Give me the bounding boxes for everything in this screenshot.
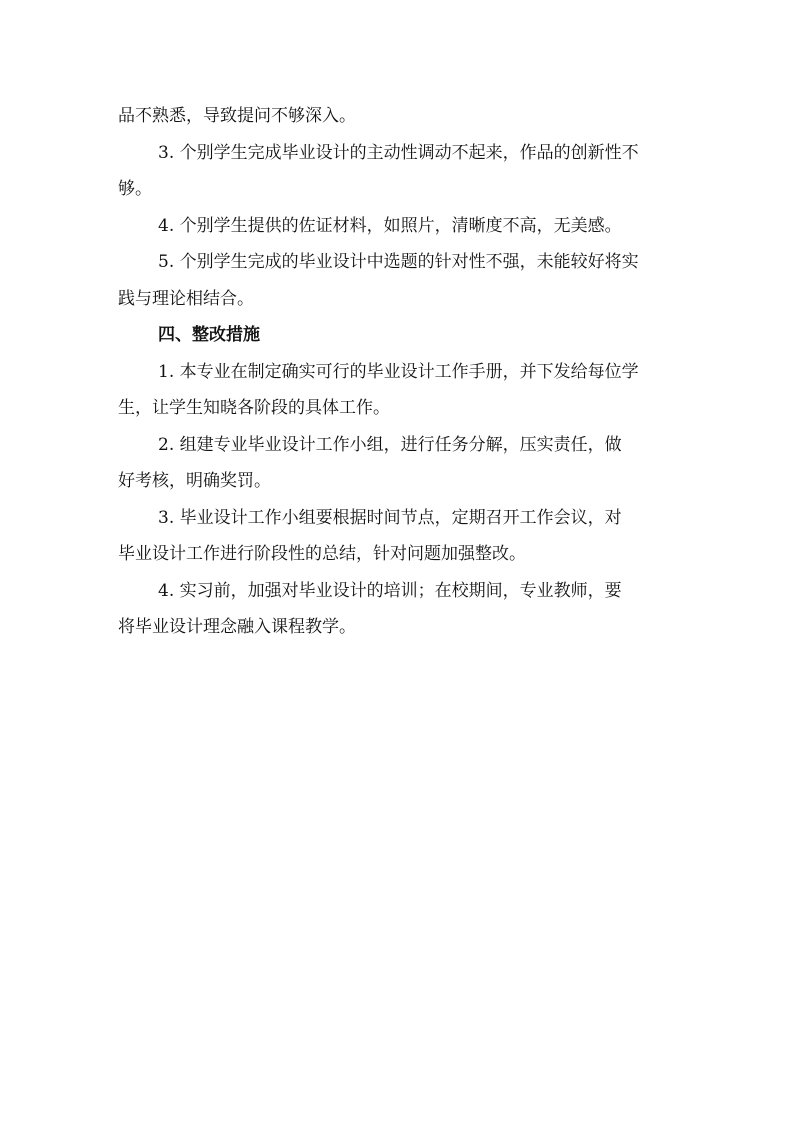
- paragraph-continuation: [118, 98, 674, 135]
- measure-item-2: [118, 427, 674, 500]
- issue-item-3: [118, 135, 674, 208]
- text-line: 5. 个别学生完成的毕业设计中选题的针对性不强，未能较好将实: [158, 252, 639, 272]
- text-line: 好考核，明确奖罚。: [118, 471, 271, 491]
- section-heading: 四、整改措施: [158, 325, 260, 345]
- text-line: 1. 本专业在制定确实可行的毕业设计工作手册，并下发给每位学: [158, 361, 639, 382]
- issue-item-4: [118, 208, 674, 245]
- text-line: 4. 实习前，加强对毕业设计的培训；在校期间，专业教师，要: [158, 580, 622, 601]
- text-line: 2. 组建专业毕业设计工作小组，进行任务分解，压实责任，做: [158, 434, 622, 455]
- document-body: [118, 98, 674, 646]
- issue-item-5: [118, 244, 674, 317]
- measure-item-4: [118, 573, 674, 646]
- text-line: 3. 个别学生完成毕业设计的主动性调动不起来，作品的创新性不: [158, 142, 639, 163]
- text-line: 毕业设计工作进行阶段性的总结，针对问题加强整改。: [118, 544, 526, 564]
- measure-item-3: [118, 500, 674, 573]
- text-line: 生，让学生知晓各阶段的具体工作。: [118, 398, 390, 418]
- text-line: 够。: [118, 179, 152, 199]
- text-line: 4. 个别学生提供的佐证材料，如照片，清晰度不高，无美感。: [158, 215, 622, 236]
- text-line: 将毕业设计理念融入课程教学。: [118, 617, 356, 637]
- measure-item-1: [118, 354, 674, 427]
- text-line: 3. 毕业设计工作小组要根据时间节点，定期召开工作会议，对: [158, 507, 622, 528]
- text-line: 践与理论相结合。: [118, 288, 254, 309]
- text-line: 品不熟悉，导致提问不够深入。: [118, 106, 356, 126]
